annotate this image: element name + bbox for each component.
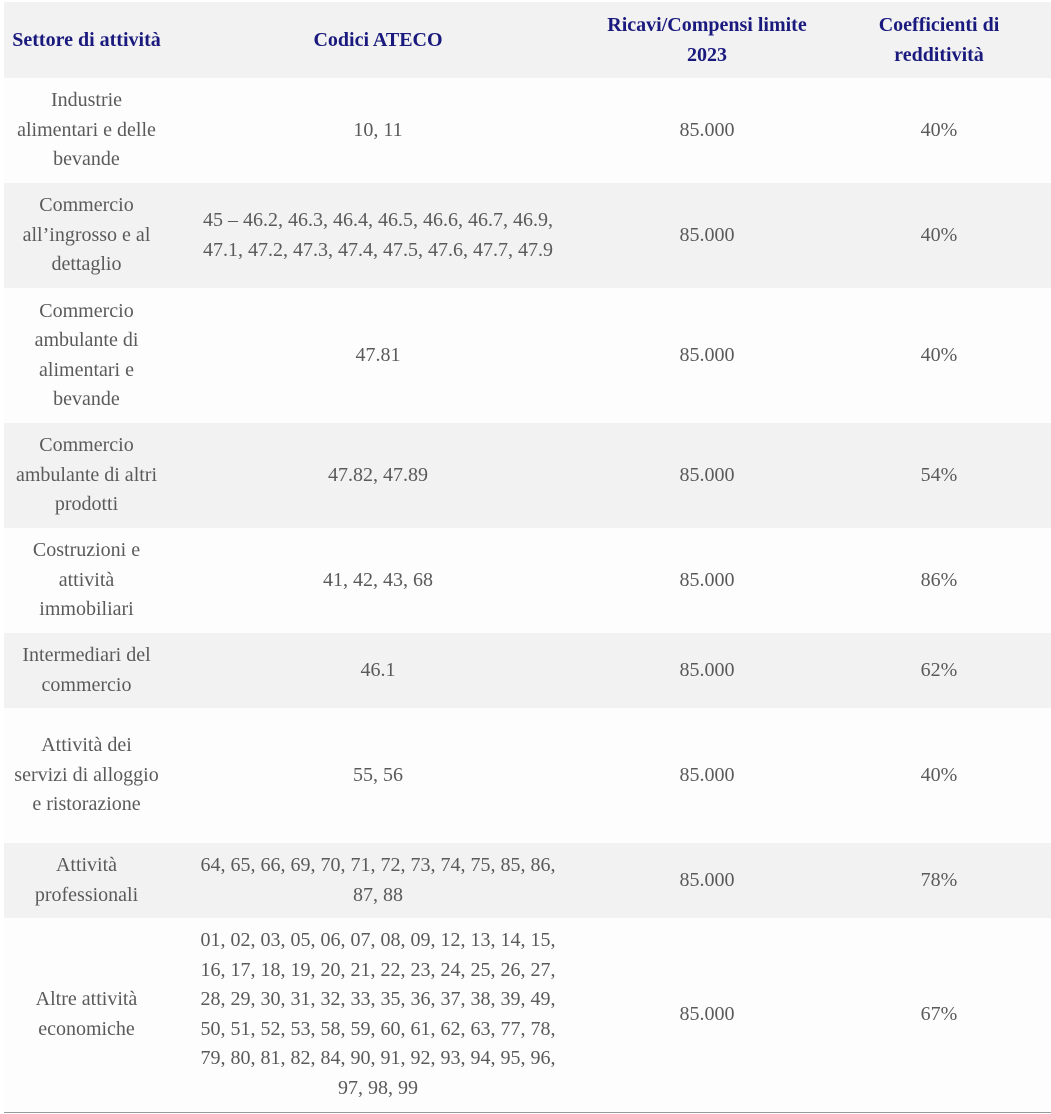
table-row bbox=[4, 288, 1051, 423]
revenue-limit-cell: 85.000 bbox=[587, 918, 827, 1112]
coefficient-cell: 62% bbox=[827, 633, 1051, 708]
header-sector: Settore di attività bbox=[4, 2, 169, 78]
header-profitability-coefficient: Coefficienti di redditività bbox=[827, 2, 1051, 78]
table-row bbox=[4, 78, 1051, 183]
ateco-codes-cell: 41, 42, 43, 68 bbox=[169, 528, 587, 633]
revenue-limit-cell: 85.000 bbox=[587, 708, 827, 843]
forfettario-coefficients-table bbox=[4, 2, 1051, 1113]
ateco-codes-cell: 01, 02, 03, 05, 06, 07, 08, 09, 12, 13, 14, 15, 16, 17, 18, 19, 20, 21, 22, 23, 24, 25, 26, 27, 28, 29, 30, 31, 32, 33, 35, 36, 37, 38, 39, 49, 50, 51, 52, 53, 58, 59, 60, 61, 62, 63, 77, 78, 79, 80, 81, 82, 84, 90, 91, 92, 93, 94, 95, 96, 97, 98, 99 bbox=[169, 918, 587, 1112]
sector-cell: Commercio all’ingrosso e al dettaglio bbox=[4, 183, 169, 288]
ateco-codes-cell: 55, 56 bbox=[169, 708, 587, 843]
table-row bbox=[4, 183, 1051, 288]
sector-cell: Altre attività economiche bbox=[4, 918, 169, 1112]
coefficient-cell: 54% bbox=[827, 423, 1051, 528]
coefficient-cell: 67% bbox=[827, 918, 1051, 1112]
sector-cell: Commercio ambulante di alimentari e bevande bbox=[4, 288, 169, 423]
sector-cell: Industrie alimentari e delle bevande bbox=[4, 78, 169, 183]
ateco-codes-cell: 46.1 bbox=[169, 633, 587, 708]
table-row bbox=[4, 633, 1051, 708]
table-header bbox=[4, 2, 1051, 78]
revenue-limit-cell: 85.000 bbox=[587, 633, 827, 708]
sector-cell: Attività dei servizi di alloggio e ristorazione bbox=[4, 708, 169, 843]
coefficient-cell: 40% bbox=[827, 288, 1051, 423]
table-row bbox=[4, 843, 1051, 918]
table-row bbox=[4, 528, 1051, 633]
revenue-limit-cell: 85.000 bbox=[587, 423, 827, 528]
sector-cell: Costruzioni e attività immobiliari bbox=[4, 528, 169, 633]
coefficient-cell: 40% bbox=[827, 708, 1051, 843]
revenue-limit-cell: 85.000 bbox=[587, 528, 827, 633]
ateco-codes-cell: 45 – 46.2, 46.3, 46.4, 46.5, 46.6, 46.7, 46.9, 47.1, 47.2, 47.3, 47.4, 47.5, 47.6, 47.7, 47.9 bbox=[169, 183, 587, 288]
revenue-limit-cell: 85.000 bbox=[587, 288, 827, 423]
table-row bbox=[4, 423, 1051, 528]
revenue-limit-cell: 85.000 bbox=[587, 183, 827, 288]
coefficient-cell: 40% bbox=[827, 183, 1051, 288]
header-revenue-limit: Ricavi/Compensi limite 2023 bbox=[587, 2, 827, 78]
ateco-codes-cell: 10, 11 bbox=[169, 78, 587, 183]
coefficient-cell: 40% bbox=[827, 78, 1051, 183]
table-row bbox=[4, 918, 1051, 1112]
ateco-codes-cell: 64, 65, 66, 69, 70, 71, 72, 73, 74, 75, 85, 86, 87, 88 bbox=[169, 843, 587, 918]
header-row bbox=[4, 2, 1051, 78]
table-body bbox=[4, 78, 1051, 1112]
header-ateco-codes: Codici ATECO bbox=[169, 2, 587, 78]
forfettario-coefficients-table-container bbox=[4, 2, 1051, 1113]
sector-cell: Intermediari del commercio bbox=[4, 633, 169, 708]
sector-cell: Commercio ambulante di altri prodotti bbox=[4, 423, 169, 528]
ateco-codes-cell: 47.81 bbox=[169, 288, 587, 423]
sector-cell: Attività professionali bbox=[4, 843, 169, 918]
ateco-codes-cell: 47.82, 47.89 bbox=[169, 423, 587, 528]
coefficient-cell: 78% bbox=[827, 843, 1051, 918]
revenue-limit-cell: 85.000 bbox=[587, 78, 827, 183]
coefficient-cell: 86% bbox=[827, 528, 1051, 633]
revenue-limit-cell: 85.000 bbox=[587, 843, 827, 918]
table-row bbox=[4, 708, 1051, 843]
